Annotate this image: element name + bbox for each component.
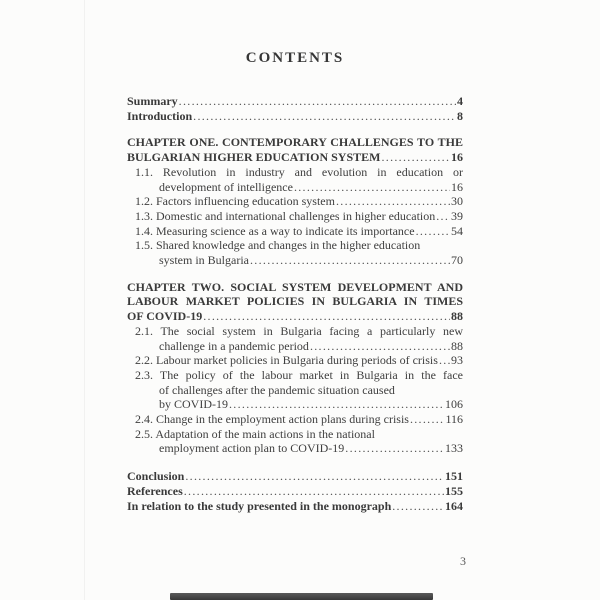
toc-entry-text: In relation to the study presented in the monograph xyxy=(127,498,392,513)
toc-page-number: 164 xyxy=(445,498,463,513)
toc-entry-line: 2.5. Adaptation of the main actions in the national xyxy=(135,426,375,441)
toc-page-number: 106 xyxy=(445,397,463,412)
toc-entry-line xyxy=(127,441,463,456)
toc-entry-line: CHAPTER ONE. CONTEMPORARY CHALLENGES TO THE xyxy=(127,135,463,150)
toc-entry xyxy=(127,135,463,164)
toc-entry-text: development of intelligence xyxy=(159,179,293,194)
toc-entry xyxy=(127,469,463,484)
dot-leader xyxy=(381,150,450,165)
dot-leader xyxy=(336,194,450,209)
toc-entry xyxy=(127,412,463,427)
toc-page-number: 70 xyxy=(451,253,463,268)
toc-entry xyxy=(127,353,463,368)
toc-entry xyxy=(127,224,463,239)
toc-page-number: 39 xyxy=(451,208,463,223)
dot-leader xyxy=(294,180,450,195)
toc-entry xyxy=(127,165,463,194)
dot-leader xyxy=(439,353,450,368)
toc-page-number: 30 xyxy=(451,194,463,209)
toc-entry xyxy=(127,368,463,412)
toc-entry-text: Introduction xyxy=(127,108,193,123)
toc-page-number: 8 xyxy=(457,108,463,123)
toc-entry-line: 1.5. Shared knowledge and changes in the higher education xyxy=(135,238,421,253)
toc-entry-line: 1.1. Revolution in industry and evolution in education or xyxy=(135,164,463,179)
dot-leader xyxy=(392,499,444,514)
toc-entry-line xyxy=(127,499,463,514)
toc-page-number: 88 xyxy=(451,338,463,353)
toc-page-number: 88 xyxy=(451,309,463,324)
dot-leader xyxy=(436,209,450,224)
dot-leader xyxy=(345,441,444,456)
toc-page-number: 151 xyxy=(445,469,463,484)
toc-entry xyxy=(127,499,463,514)
dot-leader xyxy=(185,469,444,484)
toc-entry-text: OF COVID-19 xyxy=(127,309,203,324)
toc-entry-text: References xyxy=(127,483,183,498)
toc-page-number: 93 xyxy=(451,353,463,368)
toc-page-number: 133 xyxy=(445,441,463,456)
toc-entry-text: 2.4. Change in the employment action plans during crisis xyxy=(135,412,409,427)
dot-leader xyxy=(184,484,444,499)
toc-entry-text: employment action plan to COVID-19 xyxy=(159,441,345,456)
toc-page-number: 54 xyxy=(451,223,463,238)
toc-entry-line xyxy=(127,484,463,499)
toc-entry-line xyxy=(127,194,463,209)
toc-entry xyxy=(127,238,463,267)
toc-entry-line xyxy=(127,353,463,368)
toc-page-number: 4 xyxy=(457,94,463,108)
toc-entry-line xyxy=(127,150,463,165)
page-edge xyxy=(84,0,85,600)
toc-entry-text: BULGARIAN HIGHER EDUCATION SYSTEM xyxy=(127,150,381,165)
toc-page-number: 155 xyxy=(445,483,463,498)
toc-entry xyxy=(127,194,463,209)
toc-entry-text: challenge in a pandemic period xyxy=(159,338,309,353)
toc-entry-line xyxy=(127,397,463,412)
toc-entry xyxy=(127,109,463,124)
toc-entry-line xyxy=(127,309,463,324)
toc-entry xyxy=(127,427,463,456)
dot-leader xyxy=(203,309,450,324)
dot-leader xyxy=(250,253,450,268)
toc-entry xyxy=(127,94,463,109)
toc-entry-line: of challenges after the pandemic situation caused xyxy=(159,382,395,397)
toc-entry-text: Summary xyxy=(127,94,178,108)
toc-entry-line xyxy=(127,94,463,109)
toc-entry xyxy=(127,484,463,499)
toc-entry-text: system in Bulgaria xyxy=(159,253,249,268)
toc-page-number: 116 xyxy=(445,412,463,427)
dot-leader xyxy=(193,109,456,124)
dot-leader xyxy=(416,224,450,239)
folio-page-number: 3 xyxy=(460,554,466,568)
toc-entry-line xyxy=(127,469,463,484)
page-content xyxy=(127,50,463,513)
toc-entry xyxy=(127,280,463,324)
toc-entry-text: 2.2. Labour market policies in Bulgaria during periods of crisis xyxy=(135,353,438,368)
toc-entry-text: 1.2. Factors influencing education system xyxy=(135,194,335,209)
toc-entry-line: CHAPTER TWO. SOCIAL SYSTEM DEVELOPMENT AND xyxy=(127,279,463,294)
dot-leader xyxy=(229,397,444,412)
toc-entry-line xyxy=(127,180,463,195)
toc-page-number: 16 xyxy=(451,179,463,194)
dot-leader xyxy=(410,412,444,427)
toc-list xyxy=(127,94,463,513)
dot-leader xyxy=(310,339,450,354)
toc-entry-line: 2.1. The social system in Bulgaria facing a particularly new xyxy=(135,323,463,338)
toc-entry-text: 1.3. Domestic and international challenges in higher education xyxy=(135,208,436,223)
toc-entry-line xyxy=(127,412,463,427)
toc-entry-text: 1.4. Measuring science as a way to indicate its importance xyxy=(135,223,415,238)
dot-leader xyxy=(179,94,456,109)
toc-entry xyxy=(127,324,463,353)
toc-entry-line xyxy=(127,209,463,224)
toc-page-number: 16 xyxy=(451,150,463,165)
toc-entry-text: by COVID-19 xyxy=(159,397,228,412)
toc-entry-line xyxy=(127,109,463,124)
book-cover-edge xyxy=(170,593,433,600)
toc-entry-text: Conclusion xyxy=(127,469,185,484)
toc-entry-line xyxy=(127,253,463,268)
toc-entry-line: 2.3. The policy of the labour market in Bulgaria in the face xyxy=(135,367,463,382)
toc-entry-line: LABOUR MARKET POLICIES IN BULGARIA IN TIMES xyxy=(127,294,463,309)
toc-entry-line xyxy=(127,339,463,354)
toc-entry xyxy=(127,209,463,224)
page-title: CONTENTS xyxy=(245,50,345,66)
toc-entry-line xyxy=(127,224,463,239)
